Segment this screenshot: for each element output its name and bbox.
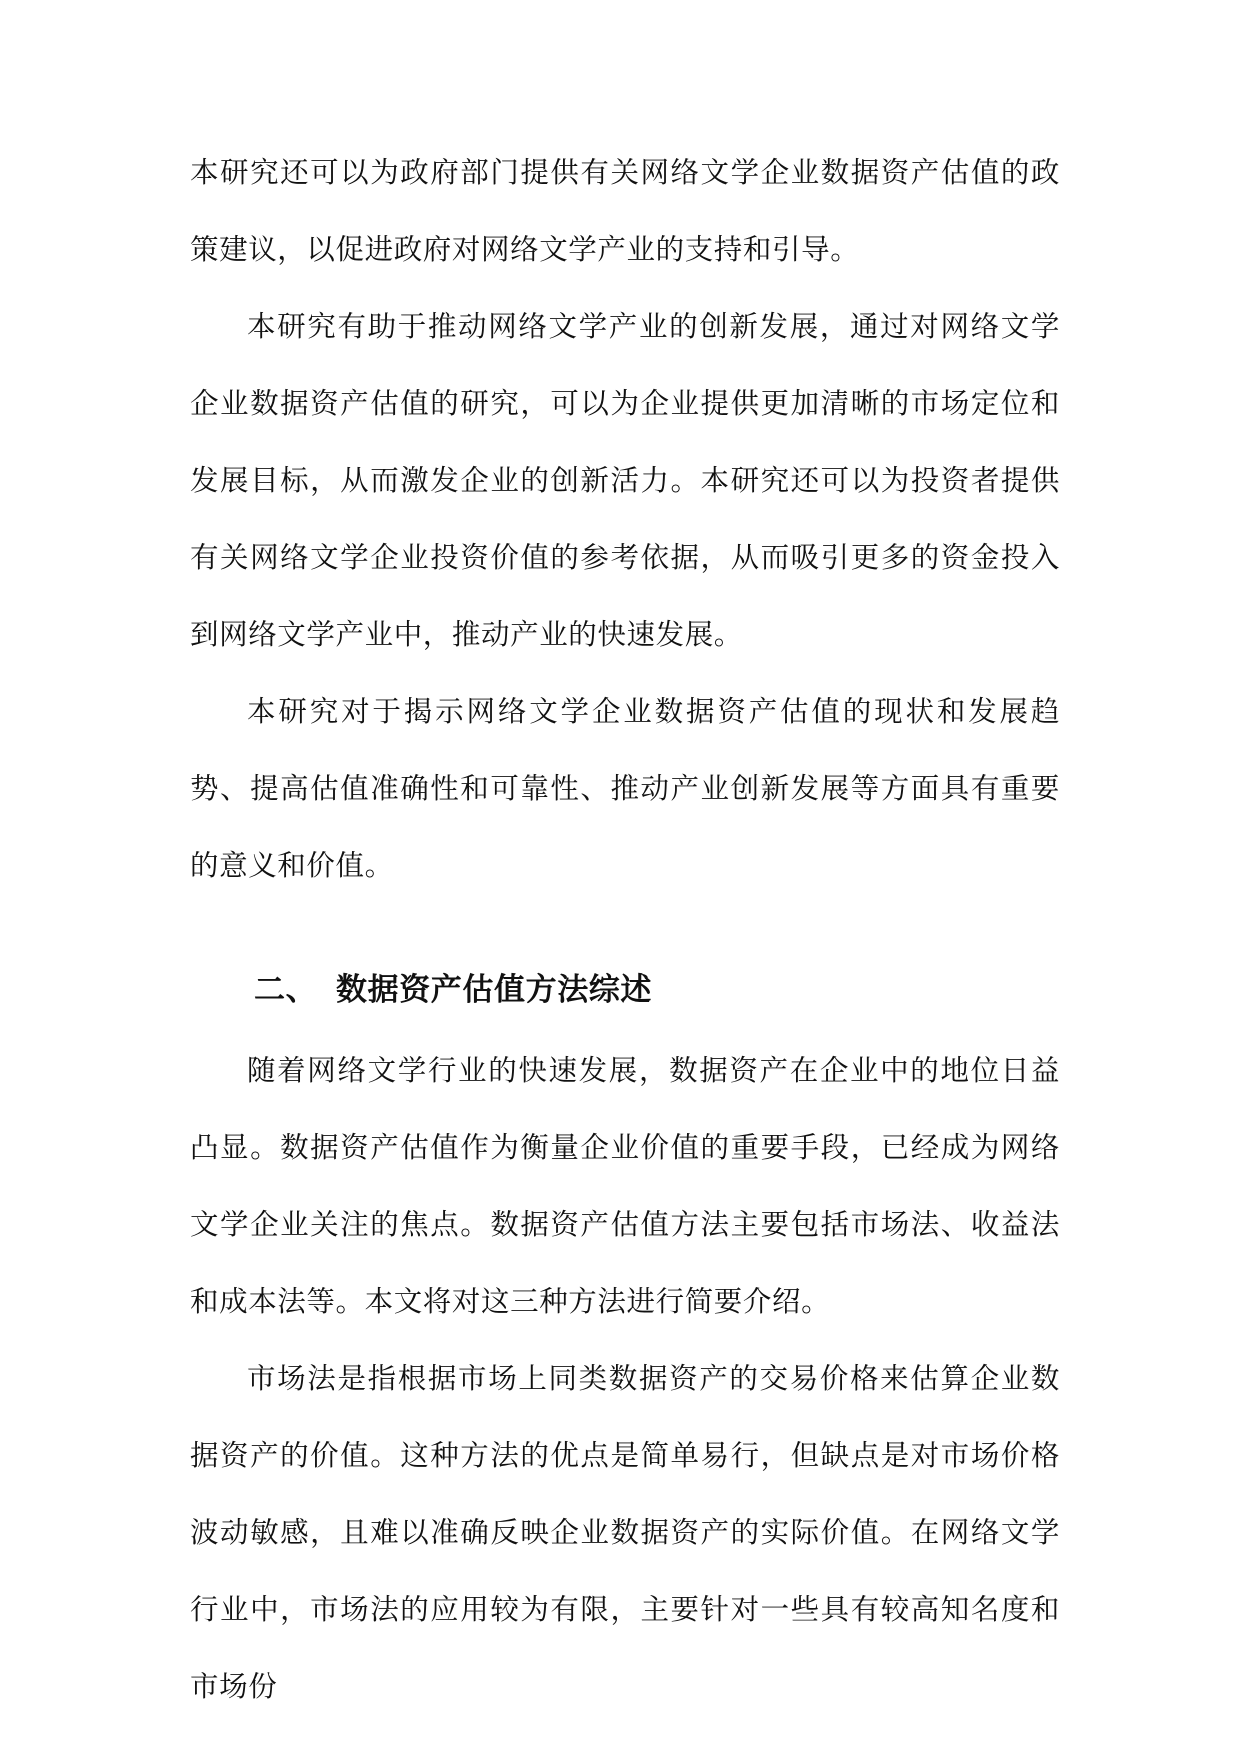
paragraph-valuation-overview: 随着网络文学行业的快速发展，数据资产在企业中的地位日益凸显。数据资产估值作为衡量企业价值的重要手段，已经成为网络文学企业关注的焦点。数据资产估值方法主要包括市场法、收益法和成本法等。本文将对这三种方法进行简要介绍。 [190,1054,1060,1318]
paragraph-significance: 本研究对于揭示网络文学企业数据资产估值的现状和发展趋势、提高估值准确性和可靠性、推动产业创新发展等方面具有重要的意义和价值。 [190,695,1060,882]
section-number: 二、 [254,972,318,1008]
paragraph-policy-suggestions: 本研究还可以为政府部门提供有关网络文学企业数据资产估值的政策建议，以促进政府对网络文学产业的支持和引导。 [190,156,1060,266]
section-heading [254,960,1060,1020]
paragraph-market-method: 市场法是指根据市场上同类数据资产的交易价格来估算企业数据资产的价值。这种方法的优点是简单易行，但缺点是对市场价格波动敏感，且难以准确反映企业数据资产的实际价值。在网络文学行业中，市场法的应用较为有限，主要针对一些具有较高知名度和市场份 [190,1362,1060,1703]
section-title: 数据资产估值方法综述 [336,972,652,1008]
document-body [190,134,1060,1725]
paragraph-innovation: 本研究有助于推动网络文学产业的创新发展，通过对网络文学企业数据资产估值的研究，可以为企业提供更加清晰的市场定位和发展目标，从而激发企业的创新活力。本研究还可以为投资者提供有关网络文学企业投资价值的参考依据，从而吸引更多的资金投入到网络文学产业中，推动产业的快速发展。 [190,310,1060,651]
